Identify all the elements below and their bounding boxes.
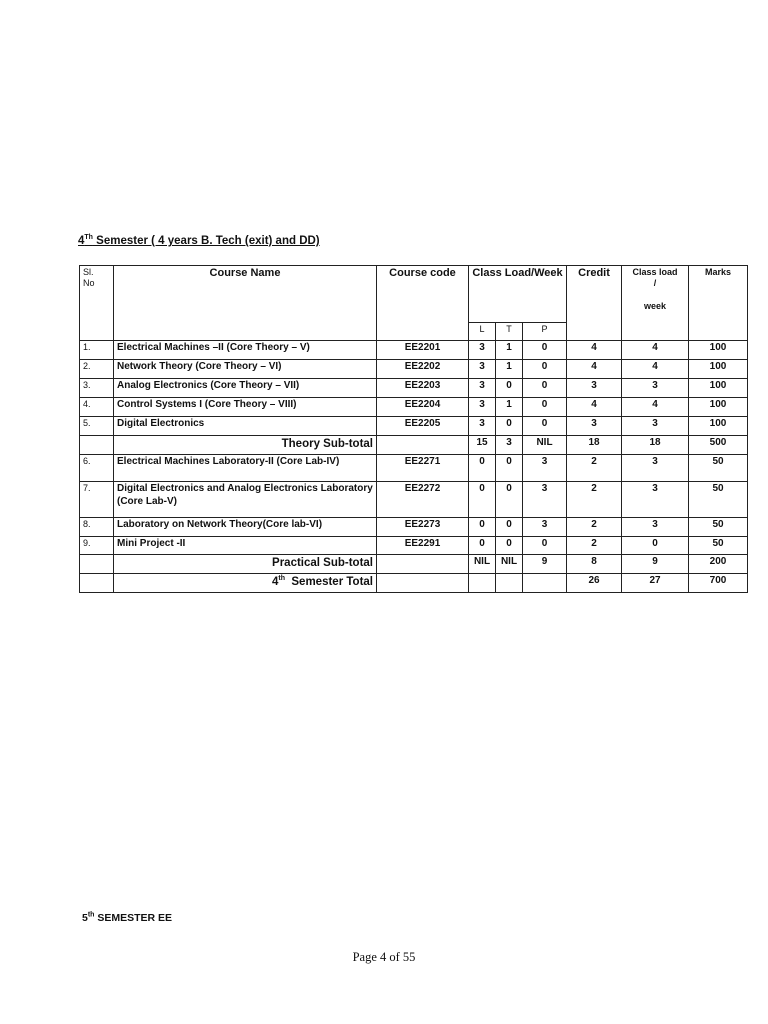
header-course-code: Course code [377, 266, 469, 341]
header-t: T [496, 323, 523, 341]
total-empty-l [469, 574, 496, 593]
row-course-name: Electrical Machines –II (Core Theory – V) [114, 341, 377, 360]
table-row [80, 417, 748, 436]
total-label-superscript: th [278, 575, 285, 583]
row-credit: 2 [567, 455, 622, 482]
footer-heading-number: 5 [82, 912, 88, 924]
table-row [80, 482, 748, 518]
row-course-code: EE2202 [377, 360, 469, 379]
row-t: 1 [496, 341, 523, 360]
row-l: 0 [469, 537, 496, 555]
row-class-load: 4 [622, 398, 689, 417]
row-sl: 1. [80, 341, 114, 360]
total-marks: 700 [689, 574, 748, 593]
row-credit: 2 [567, 482, 622, 518]
header-class-load [622, 266, 689, 341]
subtotal-credit: 18 [567, 436, 622, 455]
table-row [80, 518, 748, 537]
row-course-code: EE2201 [377, 341, 469, 360]
row-class-load: 3 [622, 417, 689, 436]
row-l: 0 [469, 482, 496, 518]
subtotal-class-load: 9 [622, 555, 689, 574]
row-t: 0 [496, 518, 523, 537]
footer-heading-text: SEMESTER EE [94, 912, 173, 924]
subtotal-marks: 200 [689, 555, 748, 574]
total-class-load: 27 [622, 574, 689, 593]
row-credit: 4 [567, 398, 622, 417]
row-sl: 4. [80, 398, 114, 417]
next-semester-heading [82, 912, 172, 924]
header-sl-cell [80, 266, 114, 341]
row-class-load: 3 [622, 379, 689, 398]
row-marks: 100 [689, 417, 748, 436]
row-class-load: 4 [622, 341, 689, 360]
row-course-code: EE2273 [377, 518, 469, 537]
row-marks: 100 [689, 360, 748, 379]
row-course-code: EE2291 [377, 537, 469, 555]
subtotal-label: Theory Sub-total [114, 436, 377, 455]
row-class-load: 4 [622, 360, 689, 379]
row-sl: 6. [80, 455, 114, 482]
total-empty-sl [80, 574, 114, 593]
row-course-code: EE2271 [377, 455, 469, 482]
semester-total-label [114, 574, 377, 593]
row-l: 0 [469, 455, 496, 482]
row-t: 0 [496, 537, 523, 555]
row-p: 0 [523, 537, 567, 555]
header-l: L [469, 323, 496, 341]
subtotal-p: 9 [523, 555, 567, 574]
row-marks: 50 [689, 518, 748, 537]
header-class-load-line3: week [644, 300, 667, 311]
subtotal-label: Practical Sub-total [114, 555, 377, 574]
row-course-name: Digital Electronics and Analog Electronics Laboratory (Core Lab-V) [114, 482, 377, 518]
total-label-text: Semester Total [285, 576, 373, 588]
row-sl: 2. [80, 360, 114, 379]
total-empty-t [496, 574, 523, 593]
header-row [80, 266, 748, 323]
row-course-name: Mini Project -II [114, 537, 377, 555]
row-course-name: Control Systems I (Core Theory – VIII) [114, 398, 377, 417]
row-credit: 2 [567, 537, 622, 555]
subtotal-marks: 500 [689, 436, 748, 455]
heading-number: 4 [78, 235, 85, 247]
theory-subtotal-row [80, 436, 748, 455]
heading-superscript: Th [84, 234, 93, 242]
subtotal-empty-sl [80, 436, 114, 455]
total-label-number: 4 [271, 576, 279, 588]
semester-heading [78, 235, 320, 247]
row-p: 0 [523, 398, 567, 417]
header-class-load-line2: / [653, 278, 657, 289]
row-class-load: 3 [622, 455, 689, 482]
row-t: 1 [496, 398, 523, 417]
row-credit: 3 [567, 379, 622, 398]
table-row [80, 537, 748, 555]
row-t: 0 [496, 417, 523, 436]
header-sl: Sl. [83, 267, 94, 277]
row-sl: 3. [80, 379, 114, 398]
row-marks: 50 [689, 537, 748, 555]
header-credit: Credit [567, 266, 622, 341]
row-t: 1 [496, 360, 523, 379]
page-number: Page 4 of 55 [352, 950, 416, 964]
row-sl: 9. [80, 537, 114, 555]
row-class-load: 3 [622, 518, 689, 537]
heading-text: Semester ( 4 years B. Tech (exit) and DD) [92, 235, 320, 247]
row-marks: 50 [689, 455, 748, 482]
row-t: 0 [496, 379, 523, 398]
row-p: 3 [523, 482, 567, 518]
row-course-code: EE2204 [377, 398, 469, 417]
row-t: 0 [496, 482, 523, 518]
semester-total-row [80, 574, 748, 593]
course-table [79, 265, 748, 593]
header-no: No [83, 278, 95, 289]
row-course-name: Network Theory (Core Theory – VI) [114, 360, 377, 379]
table-row [80, 341, 748, 360]
row-course-name: Electrical Machines Laboratory-II (Core Lab-IV) [114, 455, 377, 482]
subtotal-empty-code [377, 436, 469, 455]
table-row [80, 455, 748, 482]
row-p: 0 [523, 417, 567, 436]
row-course-name: Analog Electronics (Core Theory – VII) [114, 379, 377, 398]
table-row [80, 360, 748, 379]
row-p: 3 [523, 518, 567, 537]
total-empty-code [377, 574, 469, 593]
row-marks: 100 [689, 379, 748, 398]
row-sl: 8. [80, 518, 114, 537]
row-credit: 4 [567, 341, 622, 360]
row-p: 0 [523, 360, 567, 379]
table-row [80, 398, 748, 417]
row-class-load: 0 [622, 537, 689, 555]
practical-subtotal-row [80, 555, 748, 574]
row-l: 3 [469, 360, 496, 379]
row-sl: 5. [80, 417, 114, 436]
row-class-load: 3 [622, 482, 689, 518]
row-l: 0 [469, 518, 496, 537]
row-t: 0 [496, 455, 523, 482]
subtotal-l: NIL [469, 555, 496, 574]
row-course-code: EE2205 [377, 417, 469, 436]
row-p: 0 [523, 341, 567, 360]
subtotal-empty-sl [80, 555, 114, 574]
subtotal-p: NIL [523, 436, 567, 455]
header-marks: Marks [689, 266, 748, 341]
row-course-name: Laboratory on Network Theory(Core lab-VI) [114, 518, 377, 537]
row-credit: 2 [567, 518, 622, 537]
row-l: 3 [469, 341, 496, 360]
table-row [80, 379, 748, 398]
subtotal-l: 15 [469, 436, 496, 455]
subtotal-t: NIL [496, 555, 523, 574]
row-credit: 4 [567, 360, 622, 379]
row-credit: 3 [567, 417, 622, 436]
header-p: P [523, 323, 567, 341]
subtotal-class-load: 18 [622, 436, 689, 455]
row-course-code: EE2272 [377, 482, 469, 518]
row-p: 0 [523, 379, 567, 398]
footer-heading-superscript: th [87, 911, 95, 919]
row-p: 3 [523, 455, 567, 482]
row-l: 3 [469, 398, 496, 417]
header-course-name: Course Name [114, 266, 377, 341]
header-class-load-week: Class Load/Week [469, 266, 567, 323]
row-marks: 100 [689, 341, 748, 360]
row-course-name: Digital Electronics [114, 417, 377, 436]
row-l: 3 [469, 379, 496, 398]
row-course-code: EE2203 [377, 379, 469, 398]
subtotal-empty-code [377, 555, 469, 574]
total-credit: 26 [567, 574, 622, 593]
subtotal-t: 3 [496, 436, 523, 455]
header-class-load-line1: Class load [632, 267, 678, 277]
total-empty-p [523, 574, 567, 593]
row-sl: 7. [80, 482, 114, 518]
row-l: 3 [469, 417, 496, 436]
row-marks: 100 [689, 398, 748, 417]
row-marks: 50 [689, 482, 748, 518]
subtotal-credit: 8 [567, 555, 622, 574]
